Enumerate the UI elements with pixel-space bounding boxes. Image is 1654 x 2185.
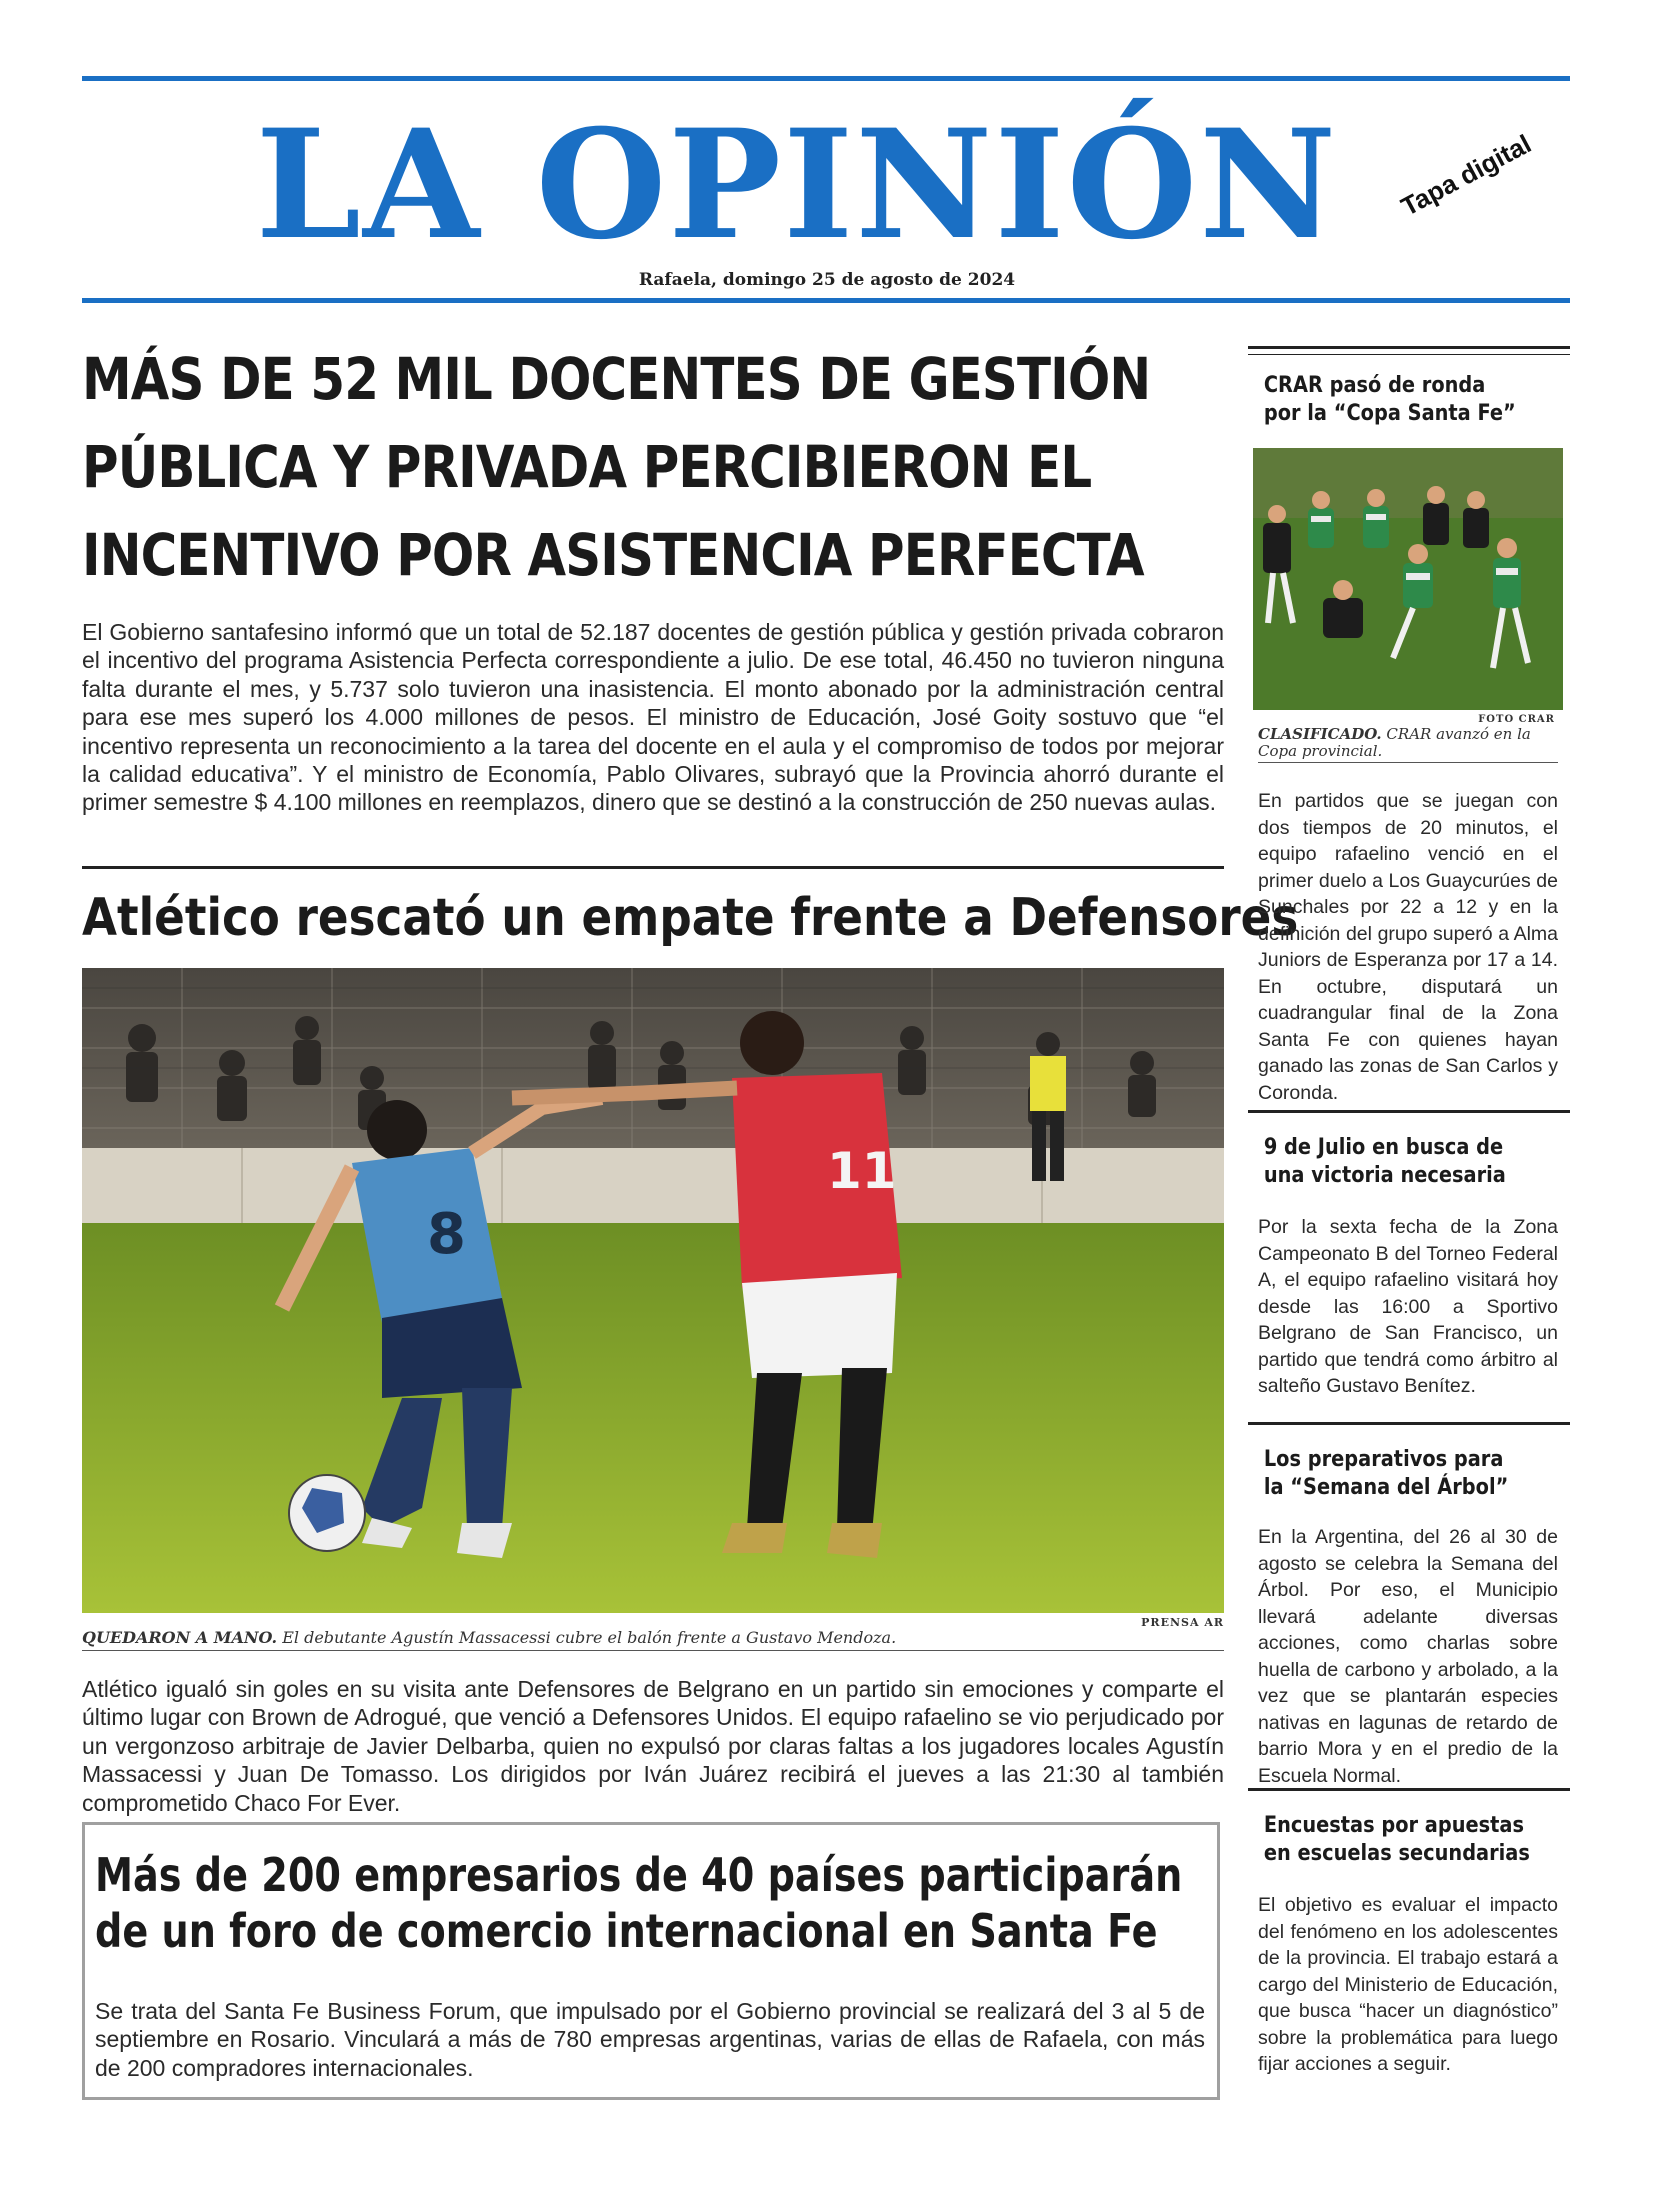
arbol-headline-line-2: la “Semana del Árbol” xyxy=(1263,1475,1509,1500)
crar-headline-line-2: por la “Copa Santa Fe” xyxy=(1263,401,1516,426)
atletico-headline[interactable]: Atlético rescató un empate frente a Defensores xyxy=(82,888,1299,948)
crar-photo-credit: FOTO CRAR xyxy=(1478,714,1555,725)
crar-body: En partidos que se juegan con dos tiempos de 20 minutos, el equipo rafaelino venció en el primer duelo a Los Guaycurúes de Sunchales por 22 a 12 y en la definición del grupo superó a Alma Juniors de Esperanza por 17 a 14. En octubre, disputará un cuadrangular final de la Zona Santa Fe con quienes hayan ganado las zonas de San Carlos y Coronda. xyxy=(1258,790,1558,1104)
forum-headline xyxy=(95,1847,1207,1959)
section-divider xyxy=(82,866,1224,869)
masthead-top-rule xyxy=(82,76,1570,81)
sidebar-divider-3 xyxy=(1248,1788,1570,1791)
crar-headline-line-1: CRAR pasó de ronda xyxy=(1263,373,1486,398)
arbol-headline-line-1: Los preparativos para xyxy=(1263,1447,1504,1472)
sidebar-rule-thin xyxy=(1248,354,1570,355)
soccer-ball xyxy=(289,1475,365,1551)
rugby-match-image xyxy=(1253,448,1563,710)
forum-body: Se trata del Santa Fe Business Forum, que impulsado por el Gobierno provincial se realizará del 3 al 5 de septiembre en Rosario. Vinculará a más de 780 empresas argentinas, varias de ellas de Rafaela, con más de 200 compradores internacionales. xyxy=(95,1998,1205,2081)
atletico-caption-lead: QUEDARON A MANO. xyxy=(82,1628,278,1647)
encuestas-headline-line-2: en escuelas secundarias xyxy=(1263,1841,1530,1866)
julio-headline[interactable] xyxy=(1248,1134,1568,1190)
julio-headline-line-1: 9 de Julio en busca de xyxy=(1263,1135,1504,1160)
atletico-body: Atlético igualó sin goles en su visita ante Defensores de Belgrano en un partido sin emociones y comparte el último lugar con Brown de Adrogué, que venció a Defensores Unidos. El equipo rafaelino se vio perjudicado por un vergonzoso arbitraje de Javier Delbarba, quien no expulsó por claras faltas a los jugadores locales Agustín Massacessi y Juan De Tomasso. Los dirigidos por Iván Juárez recibirá el jueves a las 21:30 al también comprometido Chaco For Ever. xyxy=(82,1676,1224,1816)
crar-photo[interactable] xyxy=(1253,448,1563,710)
soccer-match-image xyxy=(82,968,1224,1613)
red-jersey-number: 11 xyxy=(827,1142,897,1200)
sidebar-rule xyxy=(1248,346,1570,349)
forum-headline-line-2: de un foro de comercio internacional en Santa Fe xyxy=(95,1904,1158,1958)
atletico-photo-caption xyxy=(82,1628,1224,1651)
tapa-digital-tag: Tapa digital xyxy=(1396,128,1536,222)
crar-caption-text: CRAR avanzó en la Copa provincial. xyxy=(1258,725,1531,760)
encuestas-headline-line-1: Encuestas por apuestas xyxy=(1263,1813,1524,1838)
encuestas-body: El objetivo es evaluar el impacto del fenómeno en los adolescentes de la provincia. El trabajo estará a cargo del Ministerio de Educación, que busca “hacer un diagnóstico” sobre la problemática para luego fijar acciones a seguir. xyxy=(1258,1894,1558,2075)
lead-headline[interactable] xyxy=(82,335,1243,599)
crar-photo-caption xyxy=(1258,726,1558,763)
julio-headline-line-2: una victoria necesaria xyxy=(1263,1163,1506,1188)
arbol-headline[interactable] xyxy=(1248,1446,1568,1502)
lead-headline-line-2: PÚBLICA Y PRIVADA PERCIBIERON EL xyxy=(82,433,1092,501)
atletico-photo-credit: PRENSA AR xyxy=(1141,1616,1224,1629)
encuestas-headline[interactable] xyxy=(1248,1812,1568,1868)
sidebar-divider-2 xyxy=(1248,1422,1570,1425)
lead-headline-line-1: MÁS DE 52 MIL DOCENTES DE GESTIÓN xyxy=(82,345,1151,413)
dateline: Rafaela, domingo 25 de agosto de 2024 xyxy=(638,270,1016,290)
masthead-title[interactable]: LA OPINIÓN xyxy=(255,97,1339,273)
forum-headline-line-1: Más de 200 empresarios de 40 países participarán xyxy=(95,1848,1183,1902)
julio-body: Por la sexta fecha de la Zona Campeonato B del Torneo Federal A, el equipo rafaelino visitará hoy desde las 16:00 a Sportivo Belgrano de San Francisco, un partido que tendrá como árbitro al salteño Gustavo Benítez. xyxy=(1258,1216,1558,1397)
sidebar-divider-1 xyxy=(1248,1110,1570,1113)
lead-body: El Gobierno santafesino informó que un total de 52.187 docentes de gestión pública y gestión privada cobraron el incentivo del programa Asistencia Perfecta correspondiente a julio. De ese total, 46.450 no tuvieron ninguna falta durante el mes, y 5.737 solo tuvieron una inasistencia. El monto abonado por la administración central para ese mes superó los 4.000 millones de pesos. El ministro de Educación, José Goity sostuvo que “el incentivo representa un reconocimiento a la tarea del docente en el aula y el compromiso de todos por mejorar la calidad educativa”. Y el ministro de Economía, Pablo Olivares, subrayó que la Provincia ahorró durante el primer semestre $ 4.100 millones en reemplazos, dinero que se destinó a la construcción de 250 nuevas aulas. xyxy=(82,619,1224,816)
crar-caption-lead: CLASIFICADO. xyxy=(1258,725,1382,743)
atletico-photo[interactable] xyxy=(82,968,1224,1613)
crar-headline[interactable] xyxy=(1248,372,1568,428)
blue-jersey-number: 8 xyxy=(427,1202,466,1267)
forum-box[interactable] xyxy=(82,1822,1220,2100)
atletico-caption-text: El debutante Agustín Massacessi cubre el balón frente a Gustavo Mendoza. xyxy=(282,1628,897,1647)
lead-headline-line-3: INCENTIVO POR ASISTENCIA PERFECTA xyxy=(82,521,1144,589)
masthead-bottom-rule xyxy=(82,298,1570,303)
arbol-body: En la Argentina, del 26 al 30 de agosto se celebra la Semana del Árbol. Por eso, el Municipio llevará adelante diversas acciones, como charlas sobre huella de carbono y arbolado, a la vez que se plantarán especies nativas en lagunas de retardo de barrio Mora y en el predio de la Escuela Normal. xyxy=(1258,1526,1558,1787)
